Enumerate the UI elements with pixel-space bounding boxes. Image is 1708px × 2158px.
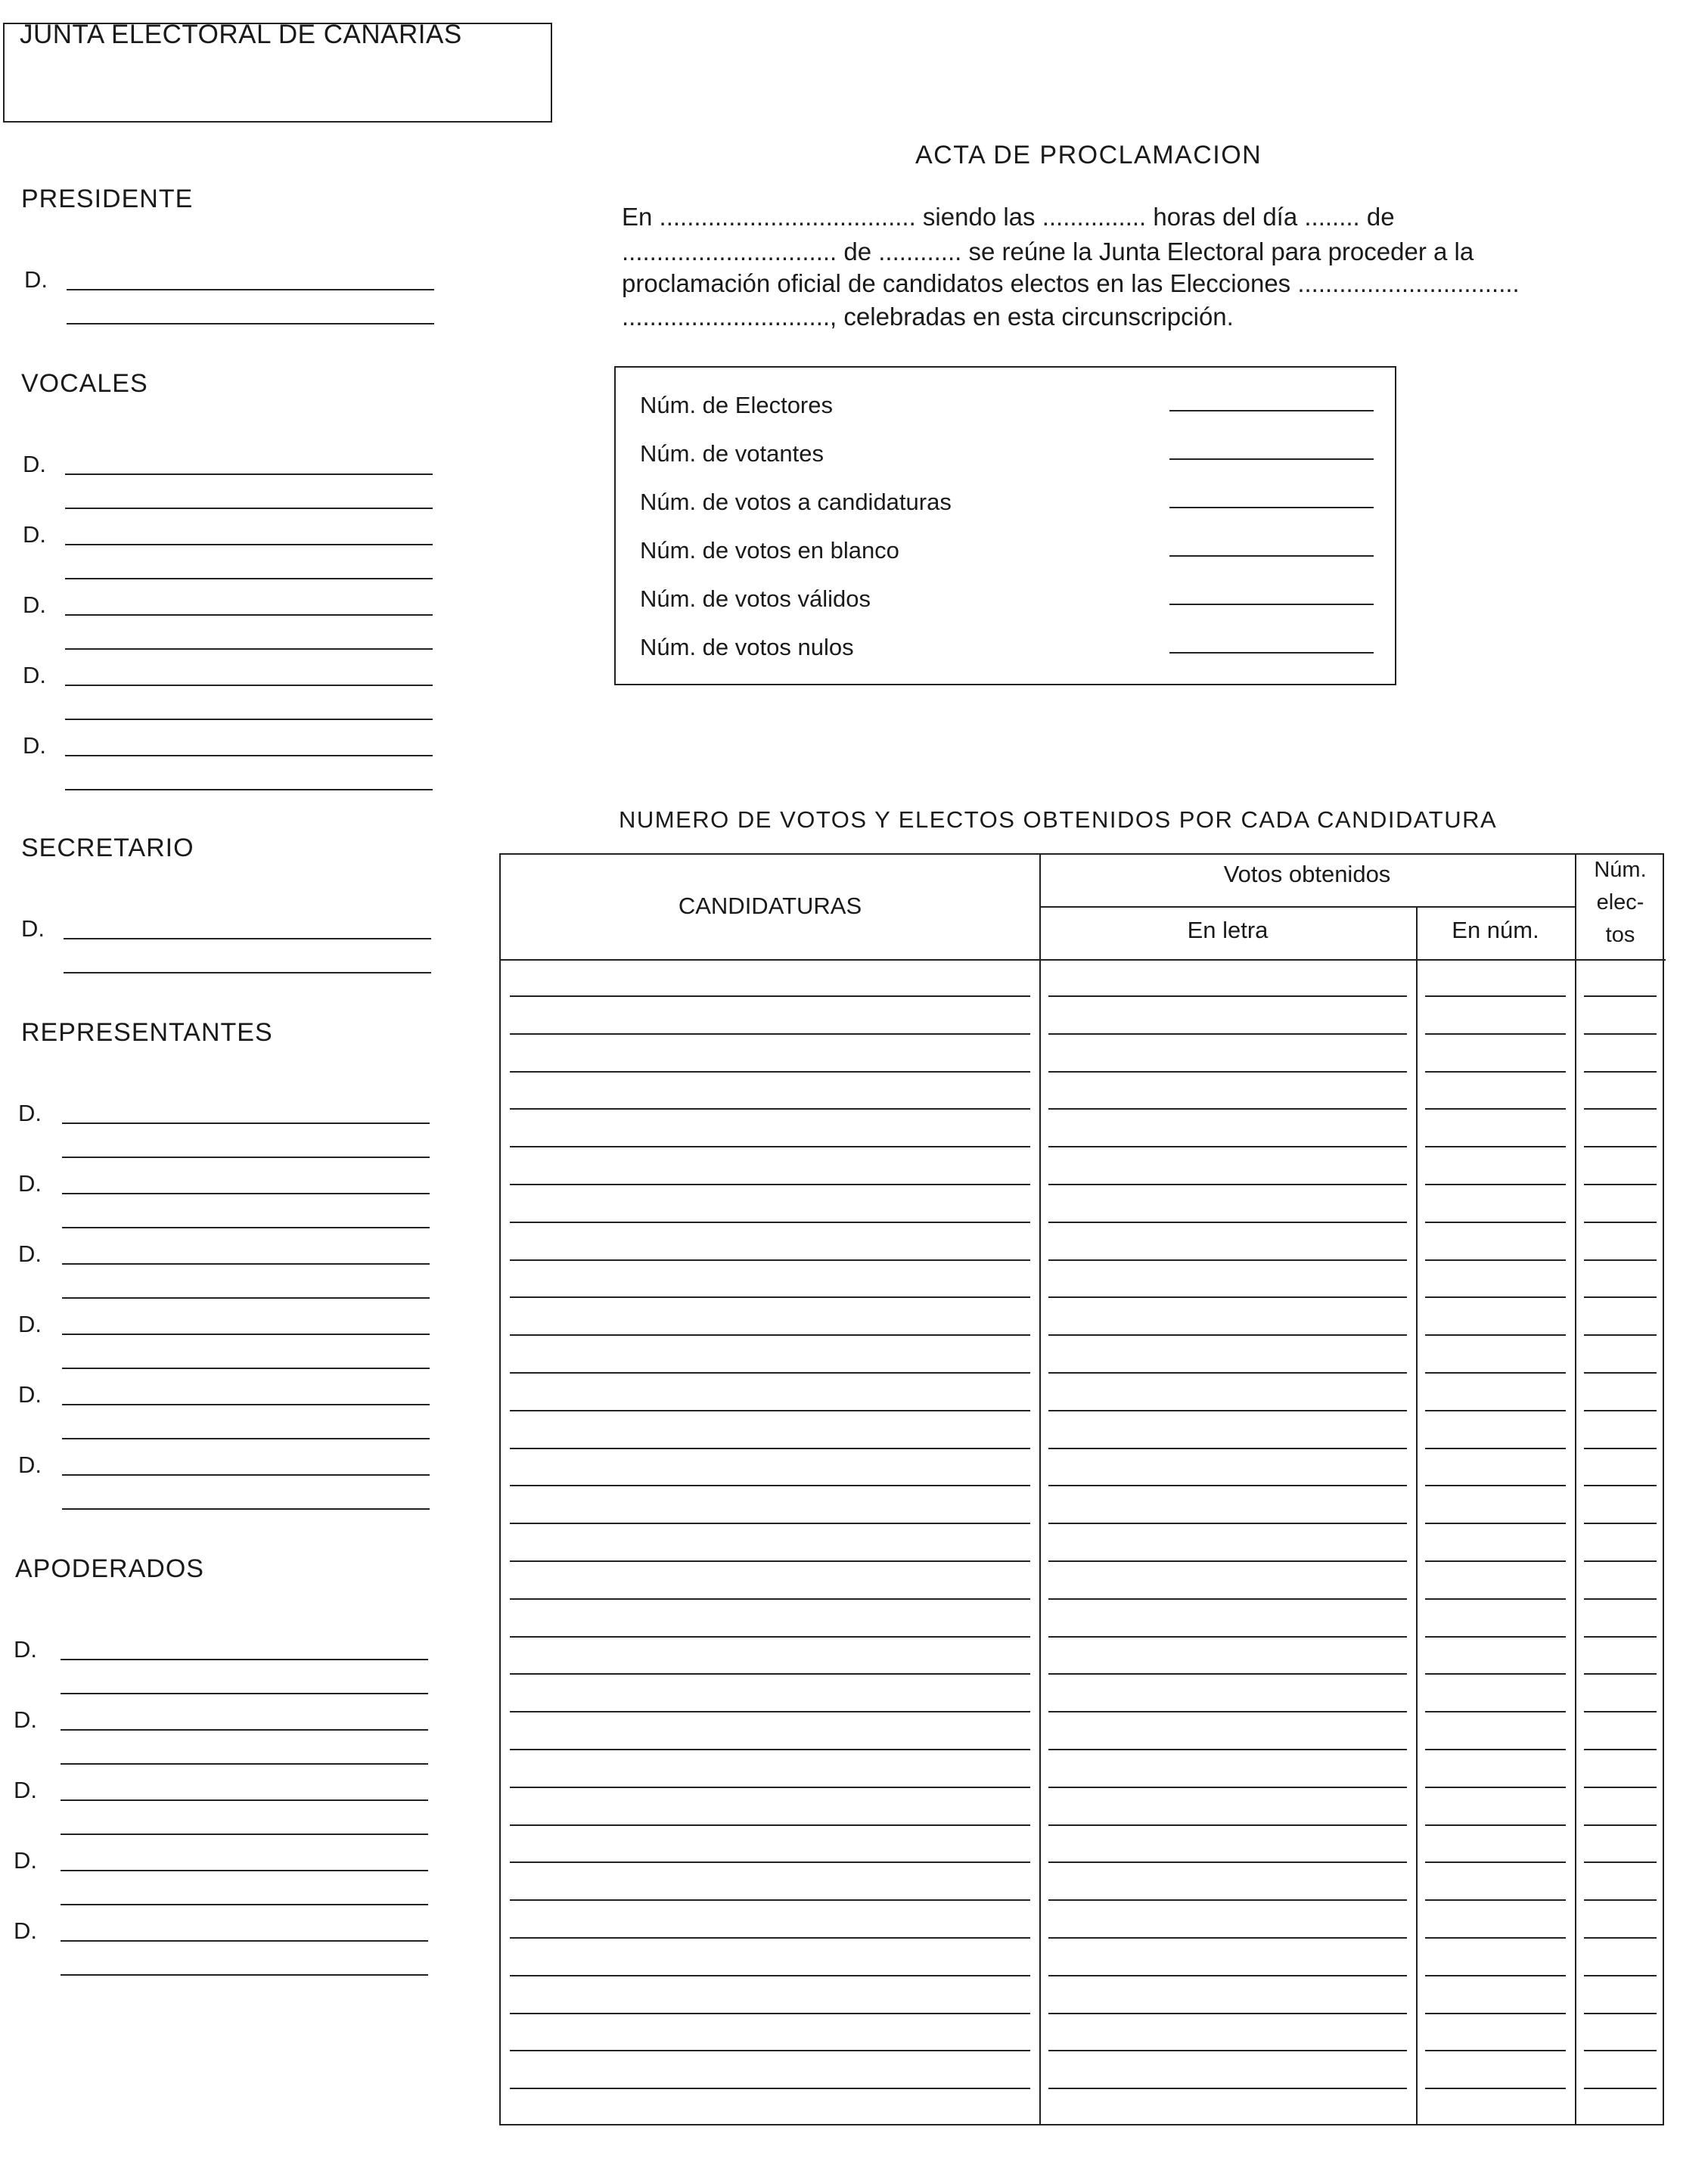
stat-label: Núm. de votos nulos: [640, 634, 854, 660]
stat-label: Núm. de votos en blanco: [640, 537, 899, 564]
candidatura-line[interactable]: [510, 1560, 1030, 1562]
section-heading-secretario: SECRETARIO: [21, 834, 194, 862]
en-letra-line[interactable]: [1048, 1899, 1407, 1901]
num-electos-line[interactable]: [1584, 1334, 1657, 1336]
col-divider: [1575, 855, 1576, 2124]
num-electos-line[interactable]: [1584, 1975, 1657, 1976]
vocales-d-label: D.: [23, 592, 46, 618]
apoderados-name-line[interactable]: [61, 1799, 428, 1801]
en-num-line[interactable]: [1425, 1296, 1566, 1298]
apoderados-name-line-2[interactable]: [61, 1904, 428, 1905]
en-letra-line[interactable]: [1048, 1485, 1407, 1486]
stat-value-line[interactable]: [1169, 458, 1374, 460]
candidatura-line[interactable]: [510, 1372, 1030, 1374]
representantes-name-line[interactable]: [62, 1474, 430, 1476]
section-heading-presidente: PRESIDENTE: [21, 185, 194, 213]
num-electos-line[interactable]: [1584, 1937, 1657, 1939]
en-num-line[interactable]: [1425, 2050, 1566, 2051]
num-electos-line[interactable]: [1584, 1824, 1657, 1826]
header-divider: [1039, 906, 1575, 908]
header-num-electos: elec-: [1596, 890, 1644, 914]
candidatura-line[interactable]: [510, 995, 1030, 997]
en-num-line[interactable]: [1425, 1334, 1566, 1336]
en-letra-line[interactable]: [1048, 1146, 1407, 1147]
en-letra-line[interactable]: [1048, 1560, 1407, 1562]
stat-value-line[interactable]: [1169, 604, 1374, 605]
presidente-name-line[interactable]: [67, 289, 434, 290]
en-num-line[interactable]: [1425, 1448, 1566, 1449]
vocales-d-label: D.: [23, 662, 46, 688]
vocales-d-label: D.: [23, 732, 46, 759]
num-electos-line[interactable]: [1584, 1448, 1657, 1449]
apoderados-d-label: D.: [14, 1636, 37, 1663]
apoderados-name-line-2[interactable]: [61, 1834, 428, 1835]
num-electos-line[interactable]: [1584, 1787, 1657, 1788]
en-num-line[interactable]: [1425, 1824, 1566, 1826]
header-votos-obtenidos: Votos obtenidos: [1223, 861, 1391, 887]
vocales-name-line[interactable]: [65, 755, 433, 756]
vocales-name-line[interactable]: [65, 474, 433, 475]
stat-label: Núm. de Electores: [640, 392, 833, 418]
en-letra-line[interactable]: [1048, 1448, 1407, 1449]
candidatura-line[interactable]: [510, 1184, 1030, 1185]
num-electos-line[interactable]: [1584, 1899, 1657, 1901]
en-num-line[interactable]: [1425, 1146, 1566, 1147]
num-electos-line[interactable]: [1584, 1861, 1657, 1863]
en-letra-line[interactable]: [1048, 1334, 1407, 1336]
acta-title: ACTA DE PROCLAMACION: [915, 141, 1262, 169]
candidatura-line[interactable]: [510, 2050, 1030, 2051]
apoderados-name-line[interactable]: [61, 1659, 428, 1660]
en-letra-line[interactable]: [1048, 1296, 1407, 1298]
vocales-name-line-2[interactable]: [65, 789, 433, 790]
en-num-line[interactable]: [1425, 1523, 1566, 1524]
results-table-title: NUMERO DE VOTOS Y ELECTOS OBTENIDOS POR CADA CANDIDATURA: [619, 806, 1498, 833]
candidatura-line[interactable]: [510, 1636, 1030, 1638]
en-letra-line[interactable]: [1048, 1108, 1407, 1110]
en-num-line[interactable]: [1425, 1372, 1566, 1374]
representantes-name-line[interactable]: [62, 1193, 430, 1194]
num-electos-line[interactable]: [1584, 2050, 1657, 2051]
header-num-electos: Núm.: [1594, 858, 1647, 882]
header-en-num: En núm.: [1452, 917, 1539, 943]
acta-line: .............................., celebradas en esta circunscripción.: [622, 303, 1234, 331]
candidatura-line[interactable]: [510, 1899, 1030, 1901]
candidatura-line[interactable]: [510, 1033, 1030, 1035]
en-letra-line[interactable]: [1048, 1636, 1407, 1638]
candidatura-line[interactable]: [510, 1071, 1030, 1073]
candidatura-line[interactable]: [510, 1296, 1030, 1298]
en-num-line[interactable]: [1425, 1899, 1566, 1901]
apoderados-d-label: D.: [14, 1917, 37, 1944]
num-electos-line[interactable]: [1584, 1146, 1657, 1147]
en-letra-line[interactable]: [1048, 1033, 1407, 1035]
section-heading-apoderados: APODERADOS: [15, 1554, 204, 1583]
secretario-d-label: D.: [21, 915, 45, 942]
en-num-line[interactable]: [1425, 1711, 1566, 1712]
en-num-line[interactable]: [1425, 1975, 1566, 1976]
en-num-line[interactable]: [1425, 1222, 1566, 1223]
section-heading-representantes: REPRESENTANTES: [21, 1018, 273, 1047]
presidente-d-label: D.: [24, 266, 48, 293]
representantes-name-line-2[interactable]: [62, 1438, 430, 1439]
stat-label: Núm. de votos a candidaturas: [640, 489, 952, 515]
candidatura-line[interactable]: [510, 2088, 1030, 2089]
en-num-line[interactable]: [1425, 1410, 1566, 1411]
representantes-name-line[interactable]: [62, 1404, 430, 1405]
stat-label: Núm. de votantes: [640, 440, 824, 467]
vocales-name-line-2[interactable]: [65, 648, 433, 650]
en-letra-line[interactable]: [1048, 1937, 1407, 1939]
num-electos-line[interactable]: [1584, 1598, 1657, 1600]
candidatura-line[interactable]: [510, 1673, 1030, 1675]
num-electos-line[interactable]: [1584, 995, 1657, 997]
acta-line: ............................... de ............ se reúne la Junta Electoral para proceder a la: [622, 238, 1474, 265]
header-en-letra: En letra: [1187, 917, 1269, 943]
vocales-name-line[interactable]: [65, 544, 433, 545]
candidatura-line[interactable]: [510, 1259, 1030, 1261]
apoderados-name-line-2[interactable]: [61, 1763, 428, 1765]
en-num-line[interactable]: [1425, 2013, 1566, 2014]
en-letra-line[interactable]: [1048, 1410, 1407, 1411]
col-divider: [1039, 855, 1041, 2124]
num-electos-line[interactable]: [1584, 2088, 1657, 2089]
representantes-d-label: D.: [18, 1452, 42, 1478]
candidatura-line[interactable]: [510, 1749, 1030, 1750]
representantes-name-line-2[interactable]: [62, 1157, 430, 1158]
secretario-name-line[interactable]: [64, 938, 431, 939]
num-electos-line[interactable]: [1584, 1071, 1657, 1073]
candidatura-line[interactable]: [510, 1410, 1030, 1411]
num-electos-line[interactable]: [1584, 1410, 1657, 1411]
header-candidaturas: CANDIDATURAS: [678, 893, 862, 919]
representantes-d-label: D.: [18, 1311, 42, 1337]
apoderados-name-line-2[interactable]: [61, 1974, 428, 1976]
header-bottom-rule: [501, 959, 1666, 961]
num-electos-line[interactable]: [1584, 1259, 1657, 1261]
vocales-d-label: D.: [23, 451, 46, 477]
en-letra-line[interactable]: [1048, 1787, 1407, 1788]
representantes-d-label: D.: [18, 1381, 42, 1408]
en-num-line[interactable]: [1425, 1749, 1566, 1750]
candidatura-line[interactable]: [510, 1787, 1030, 1788]
representantes-name-line-2[interactable]: [62, 1227, 430, 1228]
en-letra-line[interactable]: [1048, 1711, 1407, 1712]
col-divider: [1416, 906, 1418, 2124]
apoderados-d-label: D.: [14, 1777, 37, 1803]
en-letra-line[interactable]: [1048, 1372, 1407, 1374]
representantes-name-line[interactable]: [62, 1263, 430, 1265]
secretario-name-line-2[interactable]: [64, 972, 431, 973]
num-electos-line[interactable]: [1584, 1108, 1657, 1110]
candidatura-line[interactable]: [510, 1975, 1030, 1976]
en-num-line[interactable]: [1425, 2088, 1566, 2089]
en-letra-line[interactable]: [1048, 1673, 1407, 1675]
presidente-name-line-2[interactable]: [67, 323, 434, 324]
en-num-line[interactable]: [1425, 1861, 1566, 1863]
num-electos-line[interactable]: [1584, 1222, 1657, 1223]
results-table: [499, 853, 1664, 2125]
en-letra-line[interactable]: [1048, 1598, 1407, 1600]
vocales-d-label: D.: [23, 521, 46, 548]
en-letra-line[interactable]: [1048, 2088, 1407, 2089]
num-electos-line[interactable]: [1584, 2013, 1657, 2014]
apoderados-name-line[interactable]: [61, 1940, 428, 1942]
en-letra-line[interactable]: [1048, 1861, 1407, 1863]
num-electos-line[interactable]: [1584, 1033, 1657, 1035]
en-letra-line[interactable]: [1048, 1749, 1407, 1750]
en-letra-line[interactable]: [1048, 1259, 1407, 1261]
vocales-name-line[interactable]: [65, 685, 433, 686]
en-num-line[interactable]: [1425, 1071, 1566, 1073]
apoderados-name-line[interactable]: [61, 1729, 428, 1731]
en-letra-line[interactable]: [1048, 1222, 1407, 1223]
num-electos-line[interactable]: [1584, 1485, 1657, 1486]
representantes-name-line[interactable]: [62, 1122, 430, 1124]
candidatura-line[interactable]: [510, 1108, 1030, 1110]
num-electos-line[interactable]: [1584, 1372, 1657, 1374]
representantes-name-line[interactable]: [62, 1334, 430, 1335]
candidatura-line[interactable]: [510, 2013, 1030, 2014]
candidatura-line[interactable]: [510, 1485, 1030, 1486]
num-electos-line[interactable]: [1584, 1560, 1657, 1562]
en-num-line[interactable]: [1425, 1184, 1566, 1185]
en-letra-line[interactable]: [1048, 1184, 1407, 1185]
candidatura-line[interactable]: [510, 1334, 1030, 1336]
num-electos-line[interactable]: [1584, 1523, 1657, 1524]
en-num-line[interactable]: [1425, 1937, 1566, 1939]
candidatura-line[interactable]: [510, 1861, 1030, 1863]
vocales-name-line-2[interactable]: [65, 578, 433, 579]
stat-value-line[interactable]: [1169, 507, 1374, 508]
en-num-line[interactable]: [1425, 1673, 1566, 1675]
candidatura-line[interactable]: [510, 1448, 1030, 1449]
num-electos-line[interactable]: [1584, 1296, 1657, 1298]
vocales-name-line[interactable]: [65, 614, 433, 616]
candidatura-line[interactable]: [510, 1824, 1030, 1826]
representantes-name-line-2[interactable]: [62, 1368, 430, 1369]
en-letra-line[interactable]: [1048, 1824, 1407, 1826]
en-letra-line[interactable]: [1048, 2050, 1407, 2051]
stat-value-line[interactable]: [1169, 410, 1374, 411]
en-num-line[interactable]: [1425, 1485, 1566, 1486]
en-letra-line[interactable]: [1048, 1975, 1407, 1976]
apoderados-d-label: D.: [14, 1706, 37, 1733]
en-num-line[interactable]: [1425, 1787, 1566, 1788]
header-num-electos: tos: [1605, 923, 1635, 947]
acta-line: proclamación oficial de candidatos electos en las Elecciones ................................: [622, 269, 1520, 297]
representantes-name-line-2[interactable]: [62, 1297, 430, 1299]
candidatura-line[interactable]: [510, 1523, 1030, 1524]
en-num-line[interactable]: [1425, 1108, 1566, 1110]
en-num-line[interactable]: [1425, 995, 1566, 997]
stat-value-line[interactable]: [1169, 652, 1374, 654]
vocales-name-line-2[interactable]: [65, 719, 433, 720]
en-letra-line[interactable]: [1048, 2013, 1407, 2014]
num-electos-line[interactable]: [1584, 1673, 1657, 1675]
apoderados-d-label: D.: [14, 1847, 37, 1874]
en-letra-line[interactable]: [1048, 995, 1407, 997]
representantes-d-label: D.: [18, 1240, 42, 1267]
representantes-d-label: D.: [18, 1170, 42, 1197]
en-num-line[interactable]: [1425, 1598, 1566, 1600]
en-num-line[interactable]: [1425, 1560, 1566, 1562]
section-heading-vocales: VOCALES: [21, 369, 148, 398]
representantes-name-line-2[interactable]: [62, 1508, 430, 1510]
candidatura-line[interactable]: [510, 1711, 1030, 1712]
candidatura-line[interactable]: [510, 1146, 1030, 1147]
en-letra-line[interactable]: [1048, 1523, 1407, 1524]
en-num-line[interactable]: [1425, 1636, 1566, 1638]
stat-label: Núm. de votos válidos: [640, 585, 871, 612]
num-electos-line[interactable]: [1584, 1636, 1657, 1638]
apoderados-name-line[interactable]: [61, 1870, 428, 1871]
num-electos-line[interactable]: [1584, 1711, 1657, 1712]
vocales-name-line-2[interactable]: [65, 508, 433, 509]
candidatura-line[interactable]: [510, 1222, 1030, 1223]
en-letra-line[interactable]: [1048, 1071, 1407, 1073]
candidatura-line[interactable]: [510, 1598, 1030, 1600]
num-electos-line[interactable]: [1584, 1184, 1657, 1185]
page-title: JUNTA ELECTORAL DE CANARIAS: [20, 20, 462, 49]
apoderados-name-line-2[interactable]: [61, 1693, 428, 1694]
en-num-line[interactable]: [1425, 1033, 1566, 1035]
representantes-d-label: D.: [18, 1100, 42, 1126]
candidatura-line[interactable]: [510, 1937, 1030, 1939]
acta-line: En ..................................... siendo las ............... horas del día ........ de: [622, 203, 1395, 231]
stat-value-line[interactable]: [1169, 555, 1374, 557]
en-num-line[interactable]: [1425, 1259, 1566, 1261]
num-electos-line[interactable]: [1584, 1749, 1657, 1750]
